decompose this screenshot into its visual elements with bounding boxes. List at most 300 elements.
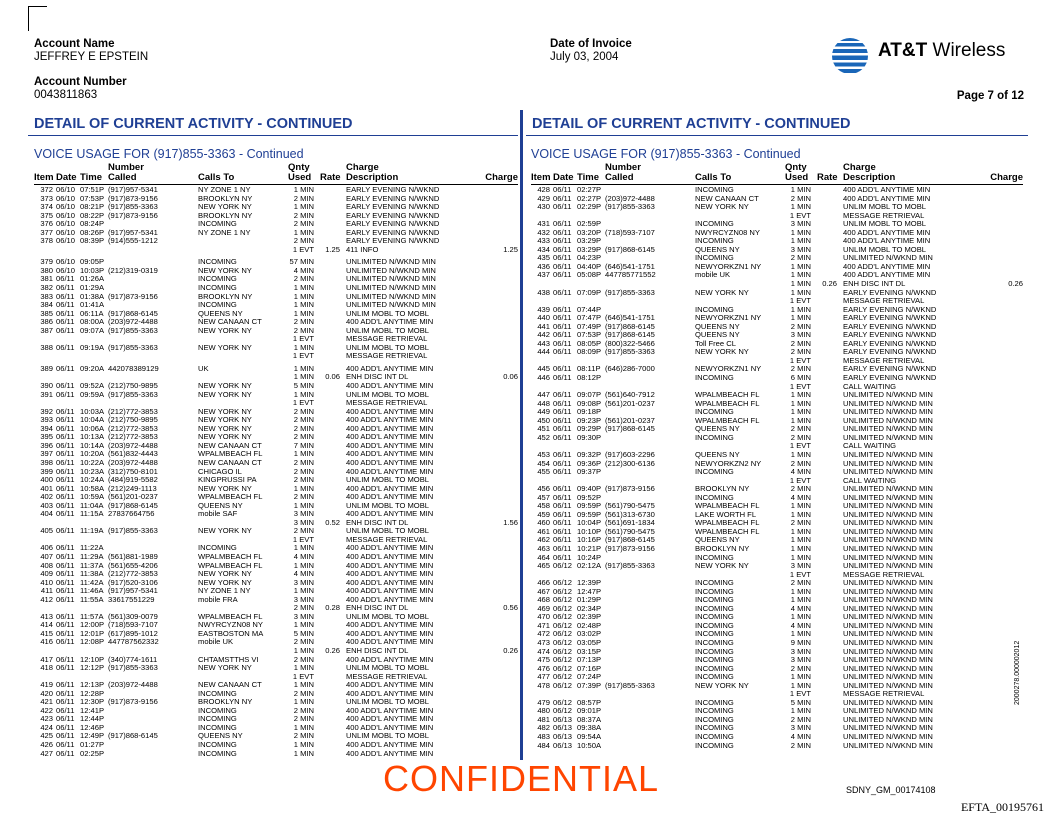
cell-time: 10:03P — [80, 265, 105, 275]
cell-date: 06/11 — [553, 338, 572, 348]
usage-rows-left — [34, 186, 518, 758]
table-row — [34, 741, 518, 750]
table-row — [34, 638, 518, 647]
cell-time: 10:24A — [80, 475, 105, 485]
cell-number-called: (917)868-6145 — [605, 244, 655, 254]
cell-item-number: 467 — [537, 586, 550, 596]
cell-date: 06/11 — [56, 457, 75, 467]
table-row — [34, 596, 518, 605]
cell-calls-to: INCOMING — [198, 274, 237, 284]
cell-description: 400 ADD'L ANYTIME MIN — [346, 483, 434, 493]
cell-calls-to: QUEENS NY — [198, 731, 243, 741]
cell-qty-used: 1 MIN — [293, 449, 314, 459]
cell-calls-to: NEW CANAAN CT — [695, 193, 759, 203]
cell-description: UNLIM MOBL TO MOBL — [346, 308, 429, 318]
corner-mark — [28, 6, 47, 31]
cell-calls-to: INCOMING — [695, 740, 734, 750]
cell-description: EARLY EVENING N/WKND — [346, 210, 440, 220]
cell-calls-to: QUEENS NY — [695, 244, 740, 254]
account-name: JEFFREY E EPSTEIN — [34, 51, 149, 63]
cell-qty-used: 1 MIN — [790, 261, 811, 271]
table-row — [34, 318, 518, 327]
table-row — [531, 648, 1023, 657]
cell-item-number: 465 — [537, 561, 550, 571]
table-row — [34, 468, 518, 477]
cell-date: 06/11 — [553, 236, 572, 246]
cell-qty-used: 2 MIN — [293, 193, 314, 203]
cell-item-number: 464 — [537, 552, 550, 562]
cell-item-number: 419 — [40, 680, 53, 690]
cell-item-number: 401 — [40, 483, 53, 493]
table-row — [531, 400, 1023, 409]
cell-time: 10:10P — [577, 526, 602, 536]
cell-calls-to: INCOMING — [695, 603, 734, 613]
cell-item-number: 392 — [40, 406, 53, 416]
cell-calls-to: NEW YORK NY — [695, 287, 749, 297]
cell-calls-to: Toll Free CL — [695, 338, 736, 348]
cell-qty-used: 1 MIN — [293, 543, 314, 553]
cell-description: UNLIMITED N/WKND MIN — [843, 714, 933, 724]
cell-date: 06/12 — [553, 680, 573, 690]
header-charge: Charge — [990, 172, 1023, 183]
cell-description: UNLIMITED N/WKND MIN — [843, 398, 933, 408]
cell-qty-used: 2 MIN — [790, 193, 811, 203]
cell-time: 01:41A — [80, 300, 105, 310]
cell-qty-used: 1 MIN — [293, 342, 314, 352]
cell-qty-used: 1 MIN — [790, 398, 811, 408]
cell-calls-to: NEW YORK NY — [198, 202, 252, 212]
cell-time: 09:01P — [577, 706, 602, 716]
table-row — [531, 622, 1023, 631]
table-row — [34, 579, 518, 588]
cell-description: 400 ADD'L ANYTIME MIN — [346, 748, 434, 758]
cell-item-number: 471 — [537, 620, 550, 630]
cell-number-called: (917)868-6145 — [605, 330, 655, 340]
cell-item-number: 447 — [537, 390, 550, 400]
cell-date: 06/11 — [56, 637, 75, 647]
cell-description: UNLIMITED N/WKND MIN — [843, 526, 933, 536]
cell-number-called: (917)855-3363 — [605, 202, 655, 212]
cell-calls-to: INCOMING — [695, 219, 734, 229]
cell-calls-to: NEW YORK NY — [198, 415, 252, 425]
cell-qty-used: 1 MIN — [790, 552, 811, 562]
cell-date: 06/12 — [553, 655, 573, 665]
cell-number-called: (917)868-6145 — [108, 500, 158, 510]
table-row — [531, 639, 1023, 648]
cell-description: 400 ADD'L ANYTIME MIN — [346, 628, 434, 638]
cell-description: UNLIMITED N/WKND MIN — [843, 407, 933, 417]
table-row — [34, 656, 518, 665]
table-row — [531, 716, 1023, 725]
cell-date: 06/11 — [553, 552, 572, 562]
cell-calls-to: INCOMING — [695, 595, 734, 605]
cell-description: UNLIM MOBL TO MOBL — [346, 325, 429, 335]
cell-qty-used: 1 EVT — [292, 398, 314, 408]
cell-date: 06/12 — [553, 663, 573, 673]
cell-calls-to: WPALMBEACH FL — [695, 390, 760, 400]
cell-number-called: (561)201-0237 — [108, 492, 158, 502]
cell-description: UNLIM MOBL TO MOBL — [843, 219, 926, 229]
cell-item-number: 422 — [40, 705, 53, 715]
table-row — [34, 527, 518, 536]
invoice-date: July 03, 2004 — [550, 51, 619, 63]
table-row — [531, 297, 1023, 306]
cell-item-number: 428 — [537, 185, 550, 194]
header-charge-top: Charge — [843, 162, 876, 173]
table-row — [34, 553, 518, 562]
cell-calls-to: INCOMING — [198, 740, 237, 749]
cell-number-called: (561)309-0079 — [108, 611, 158, 621]
cell-description: MESSAGE RETRIEVAL — [346, 671, 428, 681]
cell-calls-to: INCOMING — [695, 432, 734, 442]
cell-time: 09:59P — [577, 501, 602, 511]
cell-date: 06/11 — [56, 274, 75, 284]
cell-description: 400 ADD'L ANYTIME MIN — [346, 423, 434, 433]
cell-time: 11:15A — [80, 509, 104, 519]
header-calls-to: Calls To — [198, 172, 235, 183]
cell-description: 400 ADD'L ANYTIME MIN — [346, 449, 434, 459]
confidential-stamp: CONFIDENTIAL — [383, 758, 660, 799]
cell-description: 400 ADD'L ANYTIME MIN — [346, 688, 434, 698]
cell-number-called: (917)873-9156 — [108, 210, 158, 220]
cell-item-number: 374 — [40, 202, 53, 212]
header-item: Item — [531, 172, 551, 183]
cell-time: 12:46P — [80, 722, 105, 732]
cell-description: 411 INFO — [346, 244, 379, 254]
cell-time: 04:40P — [577, 261, 602, 271]
cell-qty-used: 2 MIN — [293, 274, 314, 284]
cell-rate: 1.25 — [325, 244, 340, 254]
cell-qty-used: 1 MIN — [790, 270, 811, 280]
cell-description: UNLIMITED N/WKND MIN — [346, 300, 436, 310]
cell-calls-to: INCOMING — [695, 732, 734, 741]
cell-qty-used: 1 MIN — [790, 509, 811, 519]
cell-number-called: (212)772-3853 — [108, 423, 158, 433]
cell-description: EARLY EVENING N/WKND — [346, 227, 440, 237]
cell-description: 400 ADD'L ANYTIME MIN — [346, 637, 434, 647]
cell-description: MESSAGE RETRIEVAL — [843, 210, 925, 220]
cell-calls-to: BROOKLYN NY — [695, 543, 750, 553]
cell-date: 06/11 — [56, 432, 75, 442]
cell-time: 10:58A — [80, 483, 105, 493]
cell-number-called: (917)603-2296 — [605, 449, 655, 459]
cell-calls-to: NEW CANAAN CT — [198, 317, 262, 327]
header-charge-top: Charge — [346, 162, 379, 173]
cell-calls-to: QUEENS NY — [198, 500, 243, 510]
cell-description: UNLIMITED N/WKND MIN — [843, 732, 933, 741]
cell-calls-to: INCOMING — [695, 672, 734, 682]
cell-qty-used: 1 MIN — [293, 645, 314, 655]
table-row — [531, 699, 1023, 708]
cell-time: 12:49P — [80, 731, 105, 741]
cell-qty-used: 2 MIN — [293, 236, 314, 246]
cell-number-called: (917)873-9156 — [108, 291, 158, 301]
cell-time: 08:39P — [80, 236, 105, 246]
cell-item-number: 384 — [40, 300, 53, 310]
cell-item-number: 411 — [40, 586, 53, 596]
cell-qty-used: 1 EVT — [292, 334, 314, 344]
cell-qty-used: 3 MIN — [293, 577, 314, 587]
cell-item-number: 396 — [40, 440, 53, 450]
cell-description: ENH DISC INT DL — [346, 517, 409, 527]
cell-time: 09:36P — [577, 458, 602, 468]
table-row — [34, 750, 518, 759]
cell-qty-used: 4 MIN — [293, 569, 314, 579]
cell-item-number: 417 — [40, 654, 53, 664]
cell-item-number: 397 — [40, 449, 53, 459]
cell-qty-used: 1 EVT — [789, 296, 811, 306]
cell-description: UNLIMITED N/WKND MIN — [843, 424, 933, 434]
table-row — [34, 335, 518, 344]
cell-qty-used: 1 MIN — [293, 372, 314, 382]
cell-calls-to: WPALMBEACH FL — [695, 518, 760, 528]
cell-description: UNLIMITED N/WKND MIN — [843, 509, 933, 519]
cell-qty-used: 1 MIN — [293, 308, 314, 318]
cell-time: 09:59P — [577, 509, 602, 519]
cell-item-number: 430 — [537, 202, 550, 212]
cell-time: 08:05P — [577, 338, 602, 348]
table-row — [34, 664, 518, 673]
table-row — [34, 442, 518, 451]
cell-item-number: 480 — [537, 706, 550, 716]
cell-item-number: 406 — [40, 543, 53, 553]
cell-item-number: 426 — [40, 740, 53, 749]
table-row — [34, 267, 518, 276]
cell-number-called: (917)873-9156 — [605, 543, 655, 553]
cell-description: UNLIMITED N/WKND MIN — [843, 561, 933, 571]
cell-description: UNLIMITED N/WKND MIN — [843, 740, 933, 750]
cell-calls-to: NEW YORK NY — [198, 389, 252, 399]
table-row — [531, 733, 1023, 742]
table-row — [531, 374, 1023, 383]
cell-description: MESSAGE RETRIEVAL — [843, 569, 925, 579]
header-date: Date — [56, 172, 77, 183]
cell-description: EARLY EVENING N/WKND — [843, 338, 937, 348]
account-number: 0043811863 — [34, 89, 98, 101]
cell-time: 11:46A — [80, 586, 104, 596]
cell-item-number: 451 — [537, 424, 550, 434]
cell-date: 06/11 — [56, 423, 75, 433]
usage-rows-right — [531, 186, 1023, 750]
cell-number-called: (561)691-1834 — [605, 518, 655, 528]
cell-item-number: 409 — [40, 569, 53, 579]
cell-qty-used: 1 EVT — [789, 441, 811, 451]
cell-number-called: (914)555-1212 — [108, 236, 158, 246]
cell-date: 06/11 — [56, 475, 75, 485]
cell-qty-used: 5 MIN — [293, 628, 314, 638]
cell-item-number: 466 — [537, 578, 550, 588]
cell-time: 07:39P — [577, 680, 602, 690]
section-title-right: DETAIL OF CURRENT ACTIVITY - CONTINUED — [532, 116, 851, 132]
cell-description: 400 ADD'L ANYTIME MIN — [346, 440, 434, 450]
cell-time: 12:41P — [80, 705, 105, 715]
cell-charge: 0.06 — [503, 372, 518, 382]
cell-time: 12:01P — [80, 628, 105, 638]
cell-item-number: 402 — [40, 492, 53, 502]
header-calls-to: Calls To — [695, 172, 732, 183]
cell-description: EARLY EVENING N/WKND — [346, 202, 440, 212]
cell-item-number: 386 — [40, 317, 53, 327]
table-row — [531, 742, 1023, 751]
cell-date: 06/11 — [553, 261, 572, 271]
cell-number-called: (212)772-3853 — [108, 432, 158, 442]
cell-time: 09:30P — [577, 432, 602, 442]
cell-time: 08:09P — [577, 347, 602, 357]
cell-time: 07:53P — [577, 330, 602, 340]
cell-time: 03:02P — [577, 629, 602, 639]
cell-calls-to: NEW YORK NY — [695, 561, 749, 571]
table-row — [34, 203, 518, 212]
table-row — [34, 399, 518, 408]
cell-description: UNLIM MOBL TO MOBL — [843, 202, 926, 212]
cell-qty-used: 1 MIN — [790, 672, 811, 682]
cell-time: 11:38A — [80, 569, 104, 579]
table-row — [531, 203, 1023, 212]
cell-date: 06/11 — [56, 509, 75, 519]
cell-date: 06/11 — [553, 484, 572, 494]
cell-time: 12:39P — [577, 578, 602, 588]
cell-time: 03:20P — [577, 227, 602, 237]
table-row — [531, 562, 1023, 571]
cell-qty-used: 2 MIN — [293, 415, 314, 425]
cell-qty-used: 1 MIN — [790, 236, 811, 246]
cell-time: 11:37A — [80, 560, 104, 570]
table-row — [531, 271, 1023, 280]
cell-qty-used: 1 MIN — [293, 740, 314, 749]
cell-date: 06/11 — [56, 317, 75, 327]
cell-calls-to: BROOKLYN NY — [198, 291, 253, 301]
cell-rate: 0.26 — [325, 645, 340, 655]
header-number: Number — [605, 162, 641, 173]
cell-time: 08:00A — [80, 317, 105, 327]
cell-charge: 1.56 — [503, 517, 518, 527]
cell-time: 07:47P — [577, 313, 602, 323]
table-row — [34, 284, 518, 293]
cell-calls-to: INCOMING — [198, 705, 237, 715]
cell-item-number: 372 — [40, 185, 53, 194]
cell-description: 400 ADD'L ANYTIME MIN — [346, 560, 434, 570]
cell-description: 400 ADD'L ANYTIME MIN — [843, 236, 931, 246]
cell-date: 06/11 — [553, 467, 572, 477]
cell-date: 06/11 — [56, 560, 75, 570]
cell-description: 400 ADD'L ANYTIME MIN — [346, 457, 434, 467]
cell-item-number: 438 — [537, 287, 550, 297]
cell-qty-used: 4 MIN — [790, 603, 811, 613]
header-item: Item — [34, 172, 54, 183]
cell-time: 10:50A — [577, 740, 602, 750]
header-called: Called — [605, 172, 634, 183]
cell-number-called: 442078389129 — [108, 363, 159, 373]
cell-time: 02:39P — [577, 612, 602, 622]
cell-qty-used: 1 MIN — [790, 313, 811, 323]
cell-qty-used: 4 MIN — [790, 620, 811, 630]
cell-item-number: 469 — [537, 603, 550, 613]
cell-time: 09:19A — [80, 342, 105, 352]
cell-date: 06/11 — [553, 227, 572, 237]
cell-calls-to: INCOMING — [695, 185, 734, 194]
cell-time: 07:49P — [577, 321, 602, 331]
cell-time: 01:38A — [80, 291, 105, 301]
cell-rate: 0.28 — [325, 603, 340, 613]
cell-qty-used: 3 MIN — [790, 330, 811, 340]
cell-number-called: (646)541-1751 — [605, 313, 655, 323]
cell-qty-used: 2 MIN — [790, 347, 811, 357]
cell-item-number: 393 — [40, 415, 53, 425]
cell-calls-to: WPALMBEACH FL — [695, 526, 760, 536]
cell-description: 400 ADD'L ANYTIME MIN — [346, 466, 434, 476]
header-number: Number — [108, 162, 144, 173]
cell-date: 06/11 — [56, 663, 75, 673]
cell-qty-used: 1 MIN — [790, 543, 811, 553]
cell-time: 02:25P — [80, 748, 105, 758]
cell-item-number: 473 — [537, 637, 550, 647]
cell-qty-used: 2 MIN — [790, 424, 811, 434]
header-qnty: Qnty — [288, 162, 310, 173]
cell-qty-used: 2 MIN — [293, 637, 314, 647]
cell-time: 10:16P — [577, 535, 602, 545]
cell-number-called: (561)881-1989 — [108, 551, 158, 561]
cell-date: 06/13 — [553, 740, 573, 750]
cell-item-number: 387 — [40, 325, 53, 335]
cell-date: 06/11 — [553, 543, 572, 553]
cell-qty-used: 1 MIN — [790, 304, 811, 314]
cell-time: 01:29P — [577, 595, 602, 605]
cell-qty-used: 1 MIN — [293, 283, 314, 293]
cell-item-number: 383 — [40, 291, 53, 301]
cell-item-number: 395 — [40, 432, 53, 442]
cell-number-called: (800)322-5466 — [605, 338, 655, 348]
table-row — [34, 630, 518, 639]
cell-item-number: 375 — [40, 210, 53, 220]
cell-calls-to: NWYRCYZN08 NY — [695, 227, 760, 237]
cell-qty-used: 2 MIN — [293, 492, 314, 502]
cell-time: 10:14A — [80, 440, 105, 450]
cell-calls-to: INCOMING — [198, 714, 237, 724]
cell-date: 06/12 — [553, 646, 573, 656]
cell-time: 08:37A — [577, 714, 602, 724]
cell-date: 06/11 — [56, 722, 75, 732]
cell-date: 06/11 — [56, 586, 75, 596]
voice-usage-title: VOICE USAGE FOR (917)855-3363 - Continued — [34, 147, 304, 161]
cell-date: 06/11 — [56, 440, 75, 450]
cell-description: EARLY EVENING N/WKND — [346, 193, 440, 203]
cell-date: 06/11 — [56, 500, 75, 510]
cell-date: 06/11 — [56, 325, 75, 335]
table-row — [531, 434, 1023, 443]
cell-description: UNLIMITED N/WKND MIN — [843, 390, 933, 400]
cell-calls-to: INCOMING — [695, 373, 734, 383]
cell-description: UNLIMITED N/WKND MIN — [843, 253, 933, 263]
cell-item-number: 435 — [537, 253, 550, 263]
cell-calls-to: INCOMING — [695, 620, 734, 630]
cell-description: UNLIMITED N/WKND MIN — [843, 663, 933, 673]
cell-description: ENH DISC INT DL — [346, 603, 409, 613]
table-row — [34, 195, 518, 204]
cell-date: 06/11 — [553, 287, 572, 297]
cell-number-called: (203)972-4488 — [108, 457, 158, 467]
cell-item-number: 443 — [537, 338, 550, 348]
cell-number-called: (917)873-9156 — [108, 697, 158, 707]
cell-calls-to: NEW YORK NY — [695, 680, 749, 690]
cell-description: 400 ADD'L ANYTIME MIN — [346, 415, 434, 425]
table-row — [34, 621, 518, 630]
cell-time: 11:19A — [80, 526, 104, 536]
cell-time: 10:23A — [80, 466, 105, 476]
cell-charge: 0.26 — [503, 645, 518, 655]
header-rate: Rate — [320, 172, 341, 183]
cell-item-number: 484 — [537, 740, 550, 750]
cell-calls-to: QUEENS NY — [695, 330, 740, 340]
